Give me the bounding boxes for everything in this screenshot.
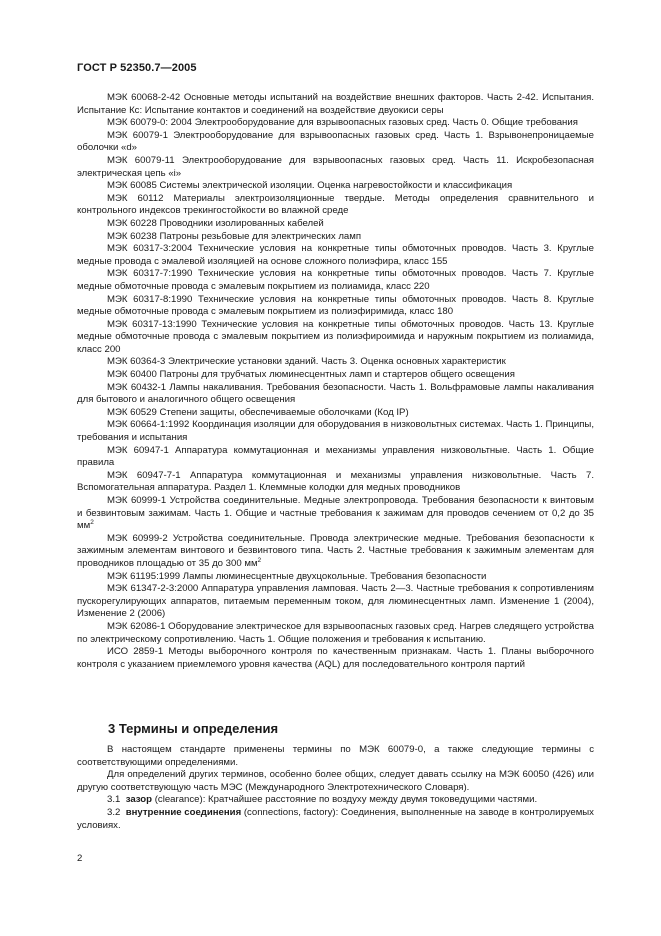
term-definition xyxy=(77,794,594,807)
section-body xyxy=(77,744,594,832)
term-name: зазор xyxy=(125,794,153,806)
reference-item: МЭК 62086-1 Оборудование электрическое для взрывоопасных газовых сред. Нагрев следящего устройства по электрическому сопротивлению. Часть 1. Общие положения и требования к испытанию. xyxy=(77,620,594,645)
reference-item xyxy=(77,533,594,571)
reference-item: МЭК 60112 Материалы электроизоляционные твердые. Методы определения сравнительного и контрольного индексов трекингостойкости во влажной среде xyxy=(77,192,594,217)
reference-item: ИСО 2859-1 Методы выборочного контроля по качественным признакам. Часть 1. Планы выборочного контроля с указанием приемлемого уровня качества (AQL) для последовательного контроля партий xyxy=(77,646,594,670)
reference-item: МЭК 60079-0: 2004 Электрооборудование для взрывоопасных газовых сред. Часть 0. Общие требования xyxy=(107,117,578,129)
term-definition xyxy=(77,807,594,832)
reference-item: МЭК 60664-1:1992 Координация изоляции для оборудования в низковольтных системах. Часть 1. Принципы, требования и испытания xyxy=(77,419,594,444)
reference-item: МЭК 61347-2-3:2000 Аппаратура управления ламповая. Часть 2—3. Частные требования к сопротивлениям пускорегулирующих аппаратов, питаемым переменным током, для люминесцентных ламп. Изменение 1 (2004), Изменение 2 (2006) xyxy=(77,583,594,620)
page-number: 2 xyxy=(77,853,83,864)
term-text: (connections, factory): Соединения, выполненные на заводе в контролируемых условиях. xyxy=(77,806,594,831)
section-heading: 3 Термины и определения xyxy=(108,721,279,736)
term-text: (clearance): Кратчайшее расстояние по воздуху между двумя токоведущими частями. xyxy=(152,794,538,806)
term-number: 3.1 xyxy=(107,794,121,806)
reference-item: МЭК 60947-1 Аппаратура коммутационная и механизмы управления низковольтные. Часть 1. Общие правила xyxy=(77,444,594,469)
reference-text: МЭК 60999-2 Устройства соединительные. Провода электрические медные. Требования безопасности к зажимным элементам винтового и безвинтового типа. Часть 2. Частные требования к зажимным элементам для проводников площадью от 35 до 300 мм xyxy=(77,532,594,569)
reference-item: МЭК 60079-1 Электрооборудование для взрывоопасных газовых сред. Часть 1. Взрывонепроницаемые оболочки «d» xyxy=(77,129,594,154)
reference-item: МЭК 60068-2-42 Основные методы испытаний на воздействие внешних факторов. Часть 2-42. Испытания. Испытание Кс: Испытание контактов и соединений на воздействие двуокиси серы xyxy=(77,92,594,116)
reference-item: МЭК 60317-3:2004 Технические условия на конкретные типы обмоточных проводов. Часть 3. Круглые медные провода с эмалевой изоляцией на основе сложного полиэфира, класс 155 xyxy=(77,243,594,267)
reference-item: МЭК 60085 Системы электрической изоляции. Оценка нагревостойкости и классификация xyxy=(107,180,513,192)
reference-item: МЭК 60364-3 Электрические установки зданий. Часть 3. Оценка основных характеристик xyxy=(107,356,506,368)
term-name: внутренние соединения xyxy=(125,806,242,818)
reference-item xyxy=(77,495,594,533)
normative-references xyxy=(77,92,594,671)
reference-item: МЭК 60947-7-1 Аппаратура коммутационная и механизмы управления низковольтные. Часть 7. Вспомогательная аппаратура. Раздел 1. Клеммные колодки для медных проводников xyxy=(77,469,594,494)
reference-item: МЭК 60079-11 Электрооборудование для взрывоопасных газовых сред. Часть 11. Искробезопасная электрическая цепь «i» xyxy=(77,154,594,179)
reference-item: МЭК 61195:1999 Лампы люминесцентные двухцокольные. Требования безопасности xyxy=(107,570,487,582)
document-header: ГОСТ Р 52350.7—2005 xyxy=(77,62,197,74)
reference-item: МЭК 60317-13:1990 Технические условия на конкретные типы обмоточных проводов. Часть 13. Круглые медные обмоточные провода с эмалевым покрытием из полиэфироимида и наружным покрытием из полиамида, класс 200 xyxy=(77,318,594,355)
paragraph: В настоящем стандарте применены термины по МЭК 60079-0, а также следующие термины с соответствующими определениями. xyxy=(77,744,594,768)
superscript: 2 xyxy=(257,556,262,564)
reference-item: МЭК 60400 Патроны для трубчатых люминесцентных ламп и стартеров общего освещения xyxy=(107,369,515,381)
superscript: 2 xyxy=(90,519,94,526)
reference-item: МЭК 60317-7:1990 Технические условия на конкретные типы обмоточных проводов. Часть 7. Круглые медные обмоточные провода с эмалевым покрытием из полиамида, класс 220 xyxy=(77,268,594,292)
reference-item: МЭК 60238 Патроны резьбовые для электрических ламп xyxy=(107,230,362,242)
reference-item: МЭК 60228 Проводники изолированных кабелей xyxy=(107,217,324,229)
reference-text: МЭК 60999-1 Устройства соединительные. Медные электропровода. Требования безопасности к винтовым и безвинтовым зажимам. Часть 1. Общие и частные требования к зажимам для проводов сечением от 0,2 до 35 мм xyxy=(77,495,594,532)
term-number: 3.2 xyxy=(107,806,121,818)
reference-item: МЭК 60432-1 Лампы накаливания. Требования безопасности. Часть 1. Вольфрамовые лампы накаливания для бытового и аналогичного общего освещения xyxy=(77,381,594,406)
reference-item: МЭК 60529 Степени защиты, обеспечиваемые оболочками (Код IP) xyxy=(107,406,409,418)
reference-item: МЭК 60317-8:1990 Технические условия на конкретные типы обмоточных проводов. Часть 8. Круглые медные обмоточные провода с эмалевым покрытием из полиэфиримида, класс 180 xyxy=(77,293,594,318)
paragraph: Для определений других терминов, особенно более общих, следует давать ссылку на МЭК 60050 (426) или другую соответствующую часть МЭС (Международного Электротехнического Словаря). xyxy=(77,769,594,793)
